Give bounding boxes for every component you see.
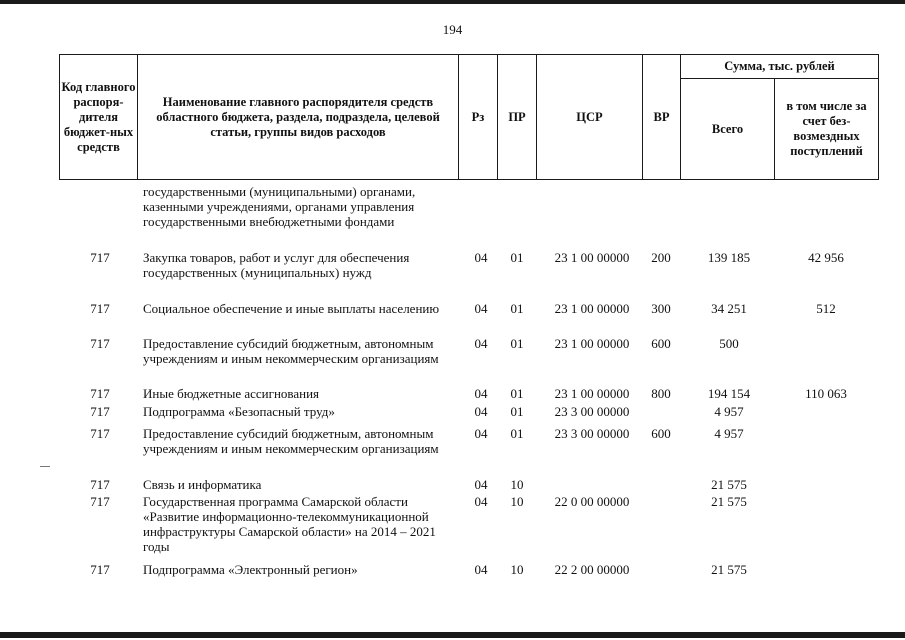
- cell-total: 4 957: [714, 404, 744, 419]
- cell-total: 4 957: [714, 426, 744, 441]
- cell-csr: 23 1 00 00000: [554, 336, 630, 351]
- margin-mark: [40, 466, 50, 467]
- cell-csr: 23 1 00 00000: [554, 250, 630, 265]
- cell-name: Иные бюджетные ассигнования: [143, 386, 320, 401]
- cell-total: 21 575: [711, 562, 747, 577]
- cell-rz: 04: [474, 336, 488, 351]
- cell-pr: 01: [510, 336, 524, 351]
- header-name: Наименование главного распорядителя средств областного бюджета, раздела, подраздела, целевой статьи, группы видов расходов: [137, 54, 459, 180]
- cell-pr: 10: [510, 477, 524, 492]
- cell-total: 21 575: [711, 477, 747, 492]
- table-header: [59, 54, 879, 180]
- header-total: Всего: [680, 78, 775, 180]
- cell-name: государственными (муниципальными) органами, казенными учреждениями, органами управления государственными внебюджетными фондами: [143, 184, 416, 229]
- cell-code: 717: [90, 336, 110, 351]
- cell-total: 139 185: [707, 250, 751, 265]
- header-pr: ПР: [497, 54, 537, 180]
- cell-pr: 10: [510, 562, 524, 577]
- cell-pr: 01: [510, 250, 524, 265]
- cell-total: 194 154: [707, 386, 751, 401]
- cell-code: 717: [90, 250, 110, 265]
- cell-pr: 01: [510, 301, 524, 316]
- cell-name: Социальное обеспечение и иные выплаты населению: [143, 301, 440, 316]
- cell-code: 717: [90, 404, 110, 419]
- cell-vr: 200: [651, 250, 671, 265]
- cell-csr: 23 3 00 00000: [554, 404, 630, 419]
- cell-rz: 04: [474, 301, 488, 316]
- cell-vr: 600: [651, 336, 671, 351]
- cell-csr: 23 3 00 00000: [554, 426, 630, 441]
- cell-code: 717: [90, 386, 110, 401]
- cell-code: 717: [90, 562, 110, 577]
- cell-total: 34 251: [711, 301, 747, 316]
- cell-total: 500: [719, 336, 739, 351]
- cell-vr: 300: [651, 301, 671, 316]
- page-number: 194: [442, 22, 463, 37]
- cell-code: 717: [90, 494, 110, 509]
- cell-csr: 22 2 00 00000: [554, 562, 630, 577]
- cell-pr: 01: [510, 404, 524, 419]
- cell-name: Подпрограмма «Безопасный труд»: [143, 404, 335, 419]
- cell-rz: 04: [474, 562, 488, 577]
- cell-vr: 800: [651, 386, 671, 401]
- cell-name: Связь и информатика: [143, 477, 262, 492]
- cell-code: 717: [90, 426, 110, 441]
- cell-pr: 10: [510, 494, 524, 509]
- bottom-rule: [0, 632, 905, 638]
- header-csr: ЦСР: [536, 54, 643, 180]
- cell-total: 21 575: [711, 494, 747, 509]
- cell-rz: 04: [474, 404, 488, 419]
- cell-rz: 04: [474, 386, 488, 401]
- cell-name: Предоставление субсидий бюджетным, автономным учреждениям и иным некоммерческим организациям: [143, 336, 439, 366]
- cell-name: Подпрограмма «Электронный регион»: [143, 562, 358, 577]
- cell-name: Закупка товаров, работ и услуг для обеспечения государственных (муниципальных) нужд: [143, 250, 410, 280]
- cell-vr: 600: [651, 426, 671, 441]
- cell-pr: 01: [510, 386, 524, 401]
- cell-code: 717: [90, 301, 110, 316]
- cell-rz: 04: [474, 250, 488, 265]
- cell-csr: 23 1 00 00000: [554, 301, 630, 316]
- header-grants: в том числе за счет без-возмездных поступлений: [774, 78, 879, 180]
- header-sum: Сумма, тыс. рублей: [680, 54, 879, 79]
- cell-rz: 04: [474, 477, 488, 492]
- cell-pr: 01: [510, 426, 524, 441]
- cell-name: Государственная программа Самарской области «Развитие информационно-телекоммуникационной инфраструктуры Самарской области» на 2014 – 2021 годы: [143, 494, 436, 554]
- cell-rz: 04: [474, 494, 488, 509]
- cell-name: Предоставление субсидий бюджетным, автономным учреждениям и иным некоммерческим организациям: [143, 426, 439, 456]
- top-rule: [0, 0, 905, 4]
- cell-code: 717: [90, 477, 110, 492]
- header-vr: ВР: [642, 54, 681, 180]
- cell-grants: 512: [816, 301, 836, 316]
- header-rz: Рз: [458, 54, 498, 180]
- cell-csr: 22 0 00 00000: [554, 494, 630, 509]
- cell-grants: 110 063: [805, 386, 847, 401]
- header-code: Код главного распоря-дителя бюджет-ных средств: [59, 54, 138, 180]
- cell-grants: 42 956: [808, 250, 844, 265]
- cell-csr: 23 1 00 00000: [554, 386, 630, 401]
- cell-rz: 04: [474, 426, 488, 441]
